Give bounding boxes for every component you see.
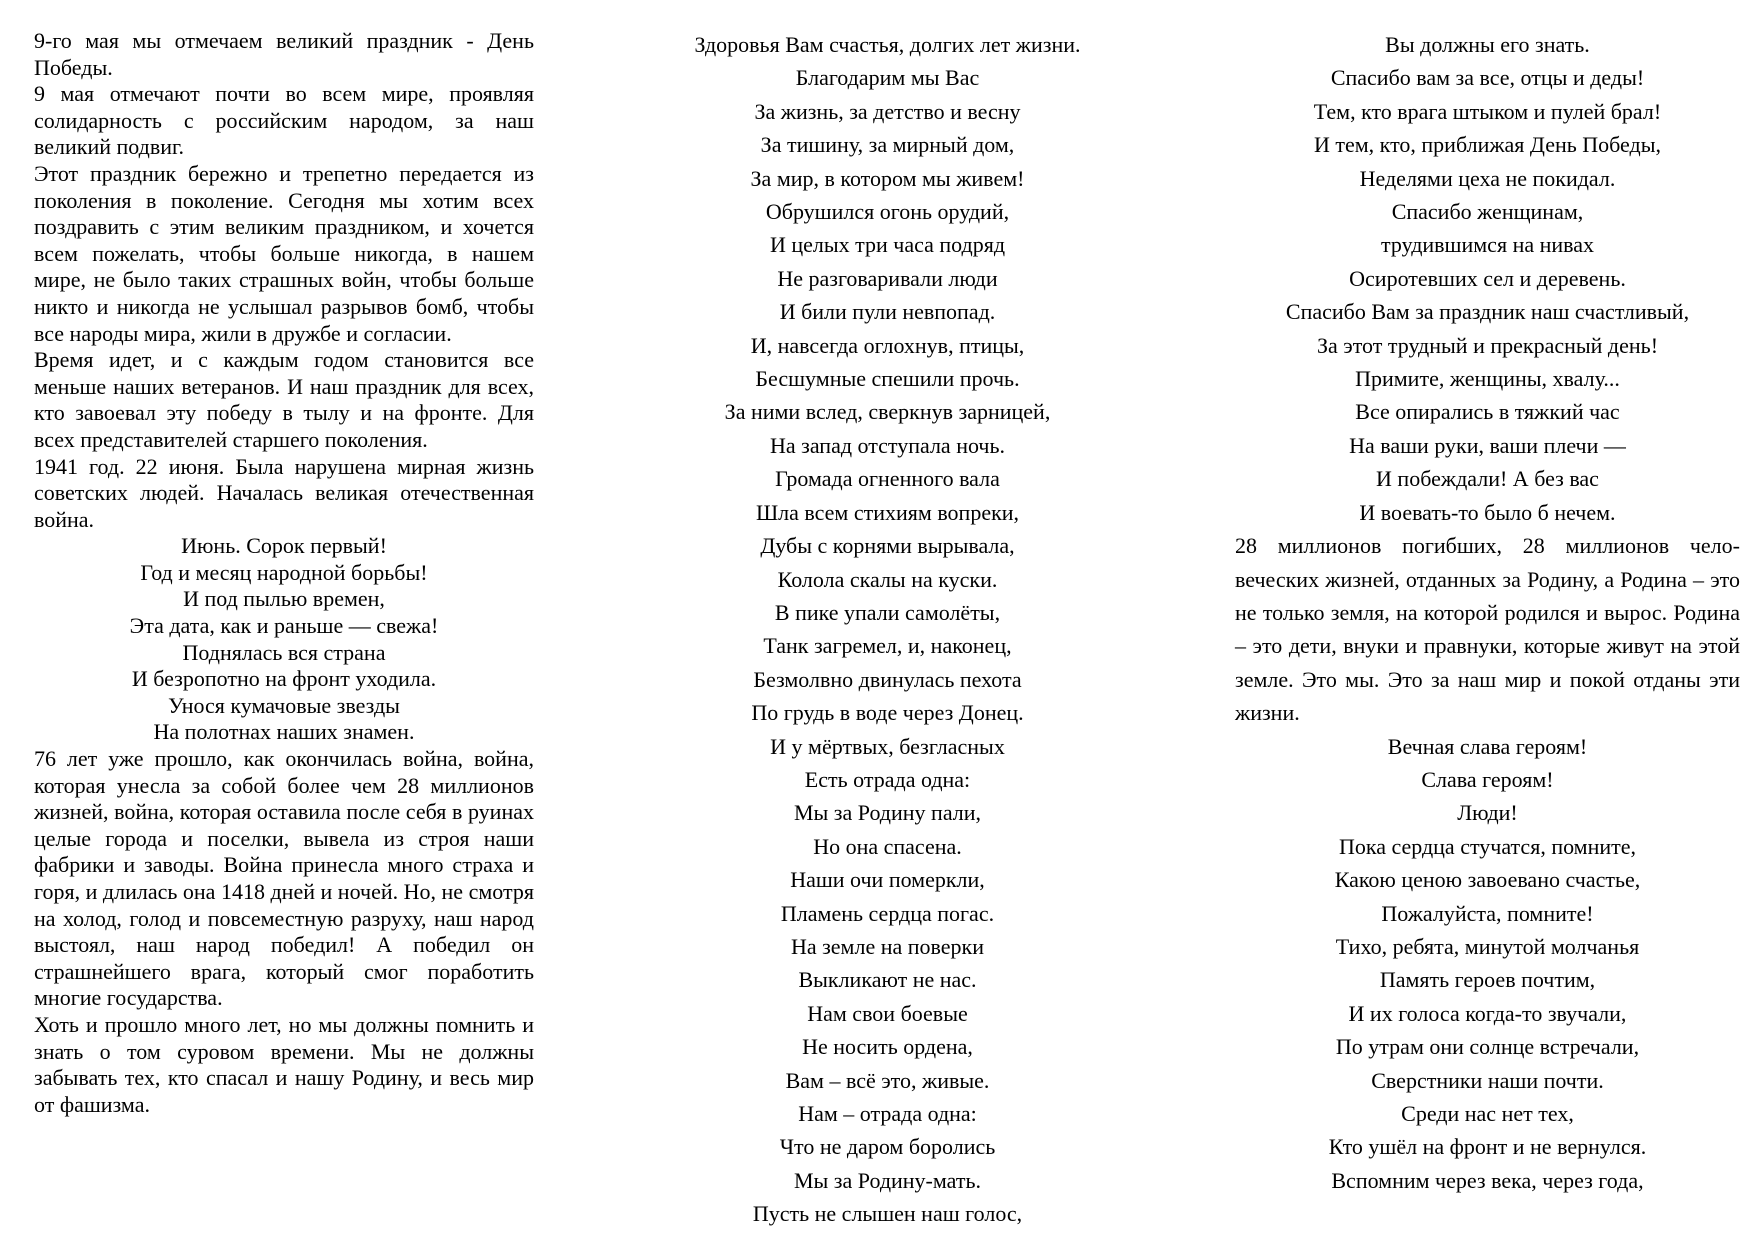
left-column <box>34 28 534 1118</box>
poem-line: Вспомним через века, через года, <box>1331 1167 1644 1193</box>
poem-line: И воевать-то было б нечем. <box>1359 499 1616 525</box>
poem-line: Но она спасена. <box>813 833 962 859</box>
poem-line: Поднялась вся страна <box>182 639 386 665</box>
poem-line: За тишину, за мирный дом, <box>760 132 1015 158</box>
poem-line: Пока сердца стучатся, помните, <box>1338 833 1637 859</box>
poem-line: Что не даром боролись <box>779 1134 996 1160</box>
poem-line: Танк загремел, и, наконец, <box>763 633 1012 659</box>
poem-line: Колола скалы на куски. <box>777 566 998 592</box>
poem-line: Обрушился огонь орудий, <box>765 199 1010 225</box>
poem-line: Шла всем стихиям вопреки, <box>755 499 1020 525</box>
poem-line: Нам свои боевые <box>807 1000 968 1026</box>
poem-line: Наши очи померкли, <box>790 867 985 893</box>
poem-line: Здоровья Вам счастья, долгих лет жизни. <box>694 32 1081 57</box>
poem-line: Мы за Родину пали, <box>793 800 982 826</box>
poem-line: Среди нас нет тех, <box>1401 1101 1574 1126</box>
poem-line: Пусть не слышен наш голос, <box>752 1201 1023 1227</box>
paragraph-world-celebration: 9 мая отмечают почти во всем мире, проявляя солидарность с российским народом, за наш великий подвиг. <box>34 81 534 160</box>
poem-line: В пике упали самолёты, <box>774 599 1001 625</box>
poem-thanks <box>1235 28 1740 529</box>
poem-line: И, навсегда оглохнув, птицы, <box>750 332 1025 358</box>
poem-line: И под пылью времен, <box>183 586 385 612</box>
poem-line: Кто ушёл на фронт и не вернулся. <box>1328 1134 1647 1160</box>
poem-line: Безмолвно двинулась пехота <box>753 666 1022 692</box>
right-column <box>1235 28 1740 1197</box>
paragraph-veterans: Время идет, и с каждым годом становится все меньше наших ветеранов. И наш праздник для всех, кто завоевал эту победу в тылу и на фронте. Для всех представителей старшего поколения. <box>34 347 534 452</box>
poem-line: Дубы с корнями вырывала, <box>760 533 1015 559</box>
poem-line: Бесшумные спешили прочь. <box>755 366 1020 392</box>
poem-line: Примите, женщины, хвалу... <box>1355 366 1620 392</box>
poem-line: И били пули невпопад. <box>779 299 996 325</box>
poem-line: На ваши руки, ваши плечи — <box>1349 432 1626 458</box>
poem-line: Есть отрада одна: <box>804 766 971 792</box>
paragraph-28-million: 28 миллионов погибших, 28 миллионов человеческих жизней, отданных за Родину, а Родина – это не только земля, на которой родился и вырос. Родина – это дети, внуки и правнуки, которые живут на этой земле. Это мы. Это за наш мир и покой отданы эти жизни. <box>1235 533 1740 726</box>
poem-line: Все опирались в тяжкий час <box>1355 399 1620 425</box>
poem-june-forty-one <box>34 533 534 746</box>
poem-line: Мы за Родину-мать. <box>793 1167 982 1193</box>
poem-line: За этот трудный и прекрасный день! <box>1316 332 1659 358</box>
poem-line: За мир, в котором мы живем! <box>750 165 1025 191</box>
poem-gratitude <box>620 28 1155 1231</box>
poem-line: Спасибо женщинам, <box>1391 199 1584 225</box>
poem-line: На запад отступала ночь. <box>769 432 1005 458</box>
poem-line: Выкликают не нас. <box>798 967 977 993</box>
poem-line: Пламень сердца погас. <box>780 900 995 926</box>
poem-line: Год и месяц народной борьбы! <box>140 559 428 585</box>
poem-line: На земле на поверки <box>790 933 985 959</box>
middle-column <box>620 28 1155 1231</box>
paragraph-generations: Этот праздник бережно и трепетно передается из поколения в поколение. Сегодня мы хотим всех поздравить с этим великим праздником, и хочется всем пожелать, чтобы больше никогда, в нашем мире, не было таких страшных войн, чтобы больше никто и никогда не услышал разрывов бомб, чтобы все народы мира, жили в дружбе и согласии. <box>34 160 534 346</box>
poem-line: Вечная слава героям! <box>1387 733 1588 759</box>
paragraph-76-years: 76 лет уже прошло, как окончилась война, война, которая унесла за собой более чем 28 миллионов жизней, война, которая оставила после себя в руинах целые города и поселки, вывела из строя наши фабрики и заводы. Война принесла много страха и горя, и длилась она 1418 дней и ночей. Но, не смотря на холод, голод и повсеместную разруху, наш народ выстоял, наш народ победил! А победил он страшнейшего врага, который смог поработить многие государства. <box>34 746 534 1011</box>
poem-line: Благодарим мы Вас <box>795 65 980 91</box>
poem-line: Тихо, ребята, минутой молчанья <box>1335 933 1640 959</box>
poem-line: По утрам они солнце встречали, <box>1335 1034 1640 1060</box>
poem-line: Люди! <box>1457 800 1518 826</box>
poem-line: Слава героям! <box>1421 766 1554 792</box>
poem-line: трудившимся на нивах <box>1380 232 1595 258</box>
poem-line: Память героев почтим, <box>1379 967 1596 993</box>
poem-line: И безропотно на фронт уходила. <box>131 666 437 692</box>
poem-line: Громада огненного вала <box>775 466 1000 492</box>
poem-line: И побеждали! А без вас <box>1376 466 1599 492</box>
poem-line: Не носить ордена, <box>802 1034 973 1060</box>
poem-line: Унося кумачовые звезды <box>168 692 400 718</box>
poem-line: Июнь. Сорок первый! <box>181 533 387 559</box>
poem-line: Не разговаривали люди <box>777 265 998 291</box>
poem-line: Спасибо Вам за праздник наш счастливый, <box>1285 299 1690 325</box>
poem-line: Вы должны его знать. <box>1385 32 1590 57</box>
poem-line: Спасибо вам за все, отцы и деды! <box>1330 65 1645 91</box>
poem-line: Неделями цеха не покидал. <box>1359 165 1616 191</box>
poem-line: За ними вслед, сверкнув зарницей, <box>724 399 1051 425</box>
poem-line: Пожалуйста, помните! <box>1381 900 1594 926</box>
poem-line: Тем, кто врага штыком и пулей брал! <box>1313 98 1662 124</box>
poem-eternal-glory <box>1235 730 1740 1198</box>
paragraph-victory-day: 9-го мая мы отмечаем великий праздник - День Победы. <box>34 28 534 80</box>
poem-line: И целых три часа подряд <box>769 232 1006 258</box>
poem-line: Вам – всё это, живые. <box>785 1067 990 1093</box>
paragraph-1941: 1941 год. 22 июня. Была нарушена мирная жизнь советских людей. Началась великая отечественная война. <box>34 453 534 532</box>
poem-line: За жизнь, за детство и весну <box>754 98 1021 124</box>
poem-line: Осиротевших сел и деревень. <box>1349 265 1626 291</box>
poem-line: По грудь в воде через Донец. <box>751 700 1024 726</box>
poem-line: Сверстники наши почти. <box>1371 1067 1604 1093</box>
paragraph-remember: Хоть и прошло много лет, но мы должны помнить и знать о том суровом времени. Мы не должны забывать тех, кто спасал и нашу Родину, и весь мир от фашизма. <box>34 1011 534 1117</box>
poem-line: И у мёртвых, безгласных <box>770 733 1005 759</box>
poem-line: Нам – отрада одна: <box>798 1101 977 1126</box>
poem-line: На полотнах наших знамен. <box>153 719 415 745</box>
poem-line: Какою ценою завоевано счастье, <box>1334 867 1641 893</box>
poem-line: Эта дата, как и раньше — свежа! <box>129 613 439 639</box>
poem-line: И тем, кто, приближая День Победы, <box>1313 132 1662 158</box>
poem-line: И их голоса когда-то звучали, <box>1348 1000 1627 1026</box>
